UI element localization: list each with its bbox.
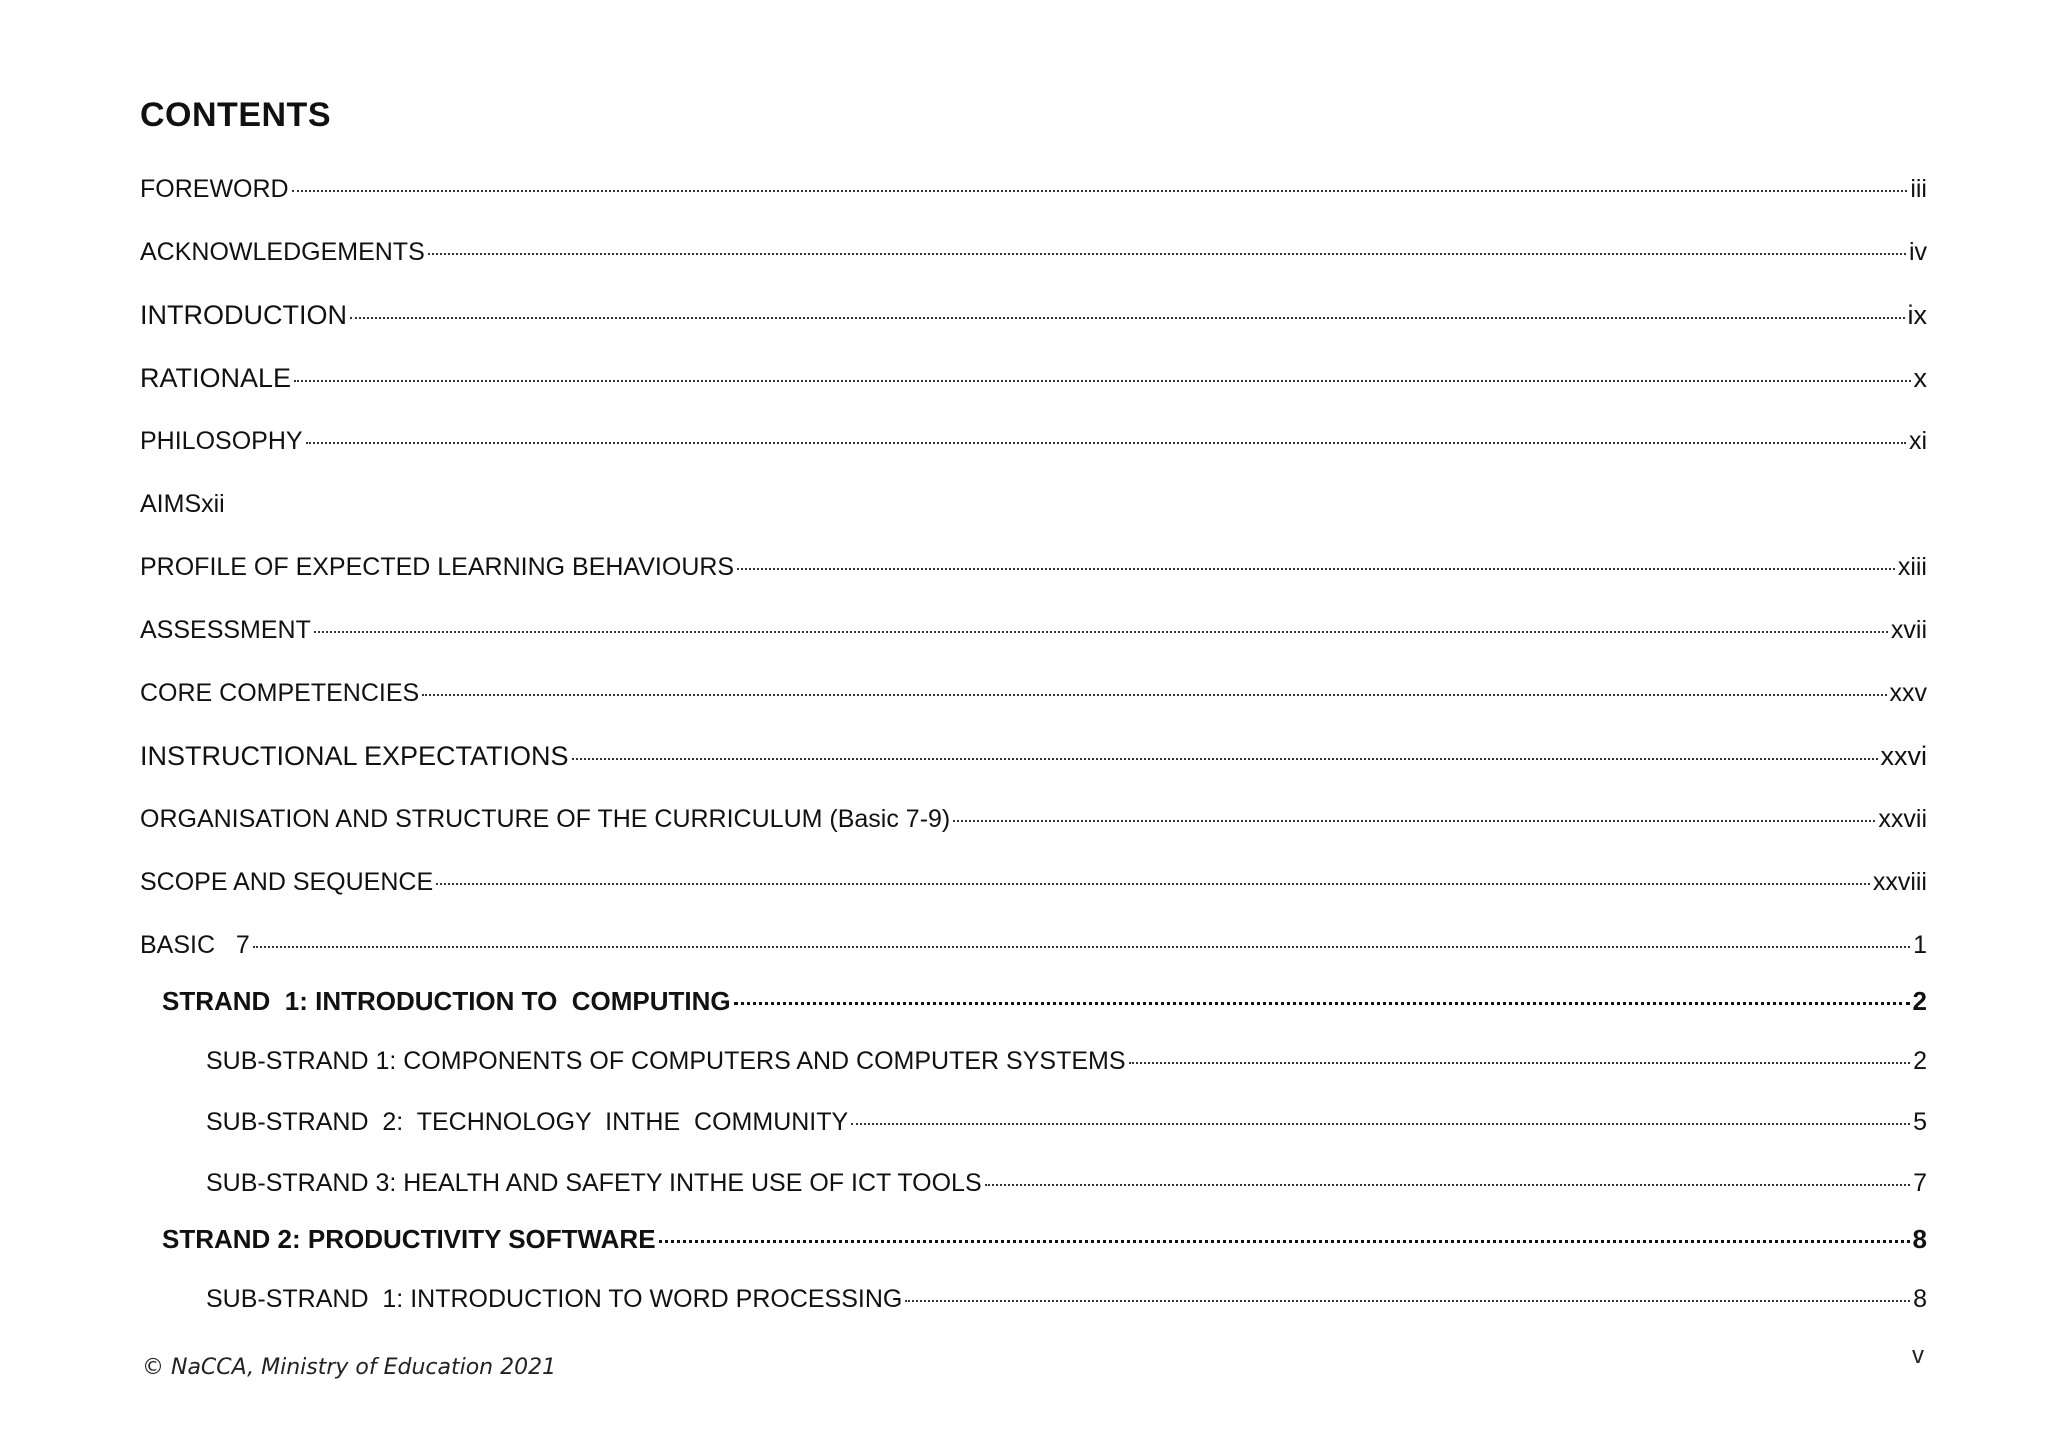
toc-entry-organisation-and-structure[interactable]: [140, 804, 1927, 834]
toc-entry-page: xi: [1908, 427, 1927, 455]
toc-entry-label: ASSESSMENT: [140, 616, 311, 644]
toc-entry-page: xiii: [1897, 553, 1927, 581]
dot-leader: [985, 1184, 1910, 1186]
toc-entry-scope-and-sequence[interactable]: [140, 867, 1927, 897]
toc-entry-label: PROFILE OF EXPECTED LEARNING BEHAVIOURS: [140, 553, 735, 581]
toc-entry-label: SUB-STRAND 1: COMPONENTS OF COMPUTERS AND COMPUTER SYSTEMS: [206, 1047, 1126, 1075]
toc-entry-page: x: [1913, 363, 1927, 393]
dot-leader: [436, 883, 1870, 885]
toc-entry-page: xxviii: [1872, 868, 1927, 896]
toc-entry-page: xxv: [1889, 679, 1927, 707]
toc-entry-sub-strand-1-components[interactable]: [206, 1046, 1927, 1076]
toc-entry-page: 2: [1913, 1047, 1927, 1075]
toc-entry-label: PHILOSOPHY: [140, 427, 303, 455]
dot-leader: [572, 758, 1878, 760]
toc-entry-label: SUB-STRAND 1: INTRODUCTION TO WORD PROCESSING: [206, 1285, 903, 1313]
toc-entry-label: CORE COMPETENCIES: [140, 679, 420, 707]
toc-entry-sub-strand-3-health-and-safety[interactable]: [206, 1168, 1927, 1198]
toc-entry-rationale[interactable]: [140, 363, 1927, 393]
toc-entry-instructional-expectations[interactable]: [140, 741, 1927, 771]
dot-leader: [294, 380, 1910, 382]
toc-entry-label: ORGANISATION AND STRUCTURE OF THE CURRICULUM (Basic 7-9): [140, 805, 951, 833]
dot-leader: [659, 1240, 1910, 1243]
toc-entry-page: 2: [1912, 986, 1927, 1016]
dot-leader: [422, 694, 1886, 696]
toc-entry-label: INSTRUCTIONAL EXPECTATIONS: [140, 741, 569, 771]
toc-entry-label: STRAND 1: INTRODUCTION TO COMPUTING: [162, 986, 731, 1016]
toc-entry-strand-1[interactable]: [162, 986, 1927, 1016]
dot-leader: [428, 253, 1906, 255]
dot-leader: [905, 1300, 1910, 1302]
dot-leader: [734, 1002, 1910, 1005]
toc-entry-introduction[interactable]: [140, 300, 1927, 330]
toc-entry-page: 1: [1913, 931, 1927, 959]
toc-entry-basic-7[interactable]: [140, 930, 1927, 960]
page-title: CONTENTS: [140, 96, 331, 134]
dot-leader: [253, 946, 1910, 948]
toc-entry-philosophy[interactable]: [140, 426, 1927, 456]
footer-page-number: v: [1912, 1342, 1924, 1369]
toc-entry-page: xxvi: [1880, 741, 1927, 771]
dot-leader: [1129, 1062, 1911, 1064]
dot-leader: [350, 317, 1905, 319]
toc-entry-label: INTRODUCTION: [140, 300, 347, 330]
toc-entry-label: AIMSxii: [140, 490, 225, 518]
toc-entry-page: ix: [1907, 300, 1927, 330]
toc-entry-label: SCOPE AND SEQUENCE: [140, 868, 434, 896]
toc-entry-label: RATIONALE: [140, 363, 292, 393]
toc-entry-page: 8: [1912, 1224, 1927, 1254]
dot-leader: [953, 820, 1875, 822]
dot-leader: [306, 442, 1906, 444]
toc-entry-page: xxvii: [1878, 805, 1927, 833]
toc-entry-page: iv: [1908, 238, 1927, 266]
toc-entry-page: xvii: [1890, 616, 1927, 644]
toc-entry-label: SUB-STRAND 3: HEALTH AND SAFETY INTHE USE OF ICT TOOLS: [206, 1169, 982, 1197]
dot-leader: [314, 631, 1888, 633]
toc-entry-label: FOREWORD: [140, 175, 289, 203]
toc-entry-profile-of-expected-learning-behaviours[interactable]: [140, 552, 1927, 582]
toc-entry-sub-strand-2-technology[interactable]: [206, 1107, 1927, 1137]
footer-copyright: © NaCCA, Ministry of Education 2021: [142, 1355, 557, 1380]
toc-entry-core-competencies[interactable]: [140, 678, 1927, 708]
dot-leader: [292, 190, 1908, 192]
dot-leader: [737, 568, 1895, 570]
toc-entry-label: SUB-STRAND 2: TECHNOLOGY INTHE COMMUNITY: [206, 1108, 849, 1136]
toc-entry-assessment[interactable]: [140, 615, 1927, 645]
toc-entry-page: 5: [1913, 1108, 1927, 1136]
toc-entry-page: 8: [1913, 1285, 1927, 1313]
toc-entry-page: iii: [1910, 175, 1927, 203]
toc-entry-aims[interactable]: [140, 489, 1927, 519]
toc-entry-page: 7: [1913, 1169, 1927, 1197]
toc-entry-sub-strand-1-word-processing[interactable]: [206, 1284, 1927, 1314]
toc-entry-foreword[interactable]: [140, 174, 1927, 204]
toc-entry-label: STRAND 2: PRODUCTIVITY SOFTWARE: [162, 1224, 656, 1254]
toc-entry-acknowledgements[interactable]: [140, 237, 1927, 267]
toc-entry-label: ACKNOWLEDGEMENTS: [140, 238, 425, 266]
toc-entry-label: BASIC 7: [140, 931, 250, 959]
toc-entry-strand-2[interactable]: [162, 1224, 1927, 1254]
dot-leader: [851, 1123, 1910, 1125]
